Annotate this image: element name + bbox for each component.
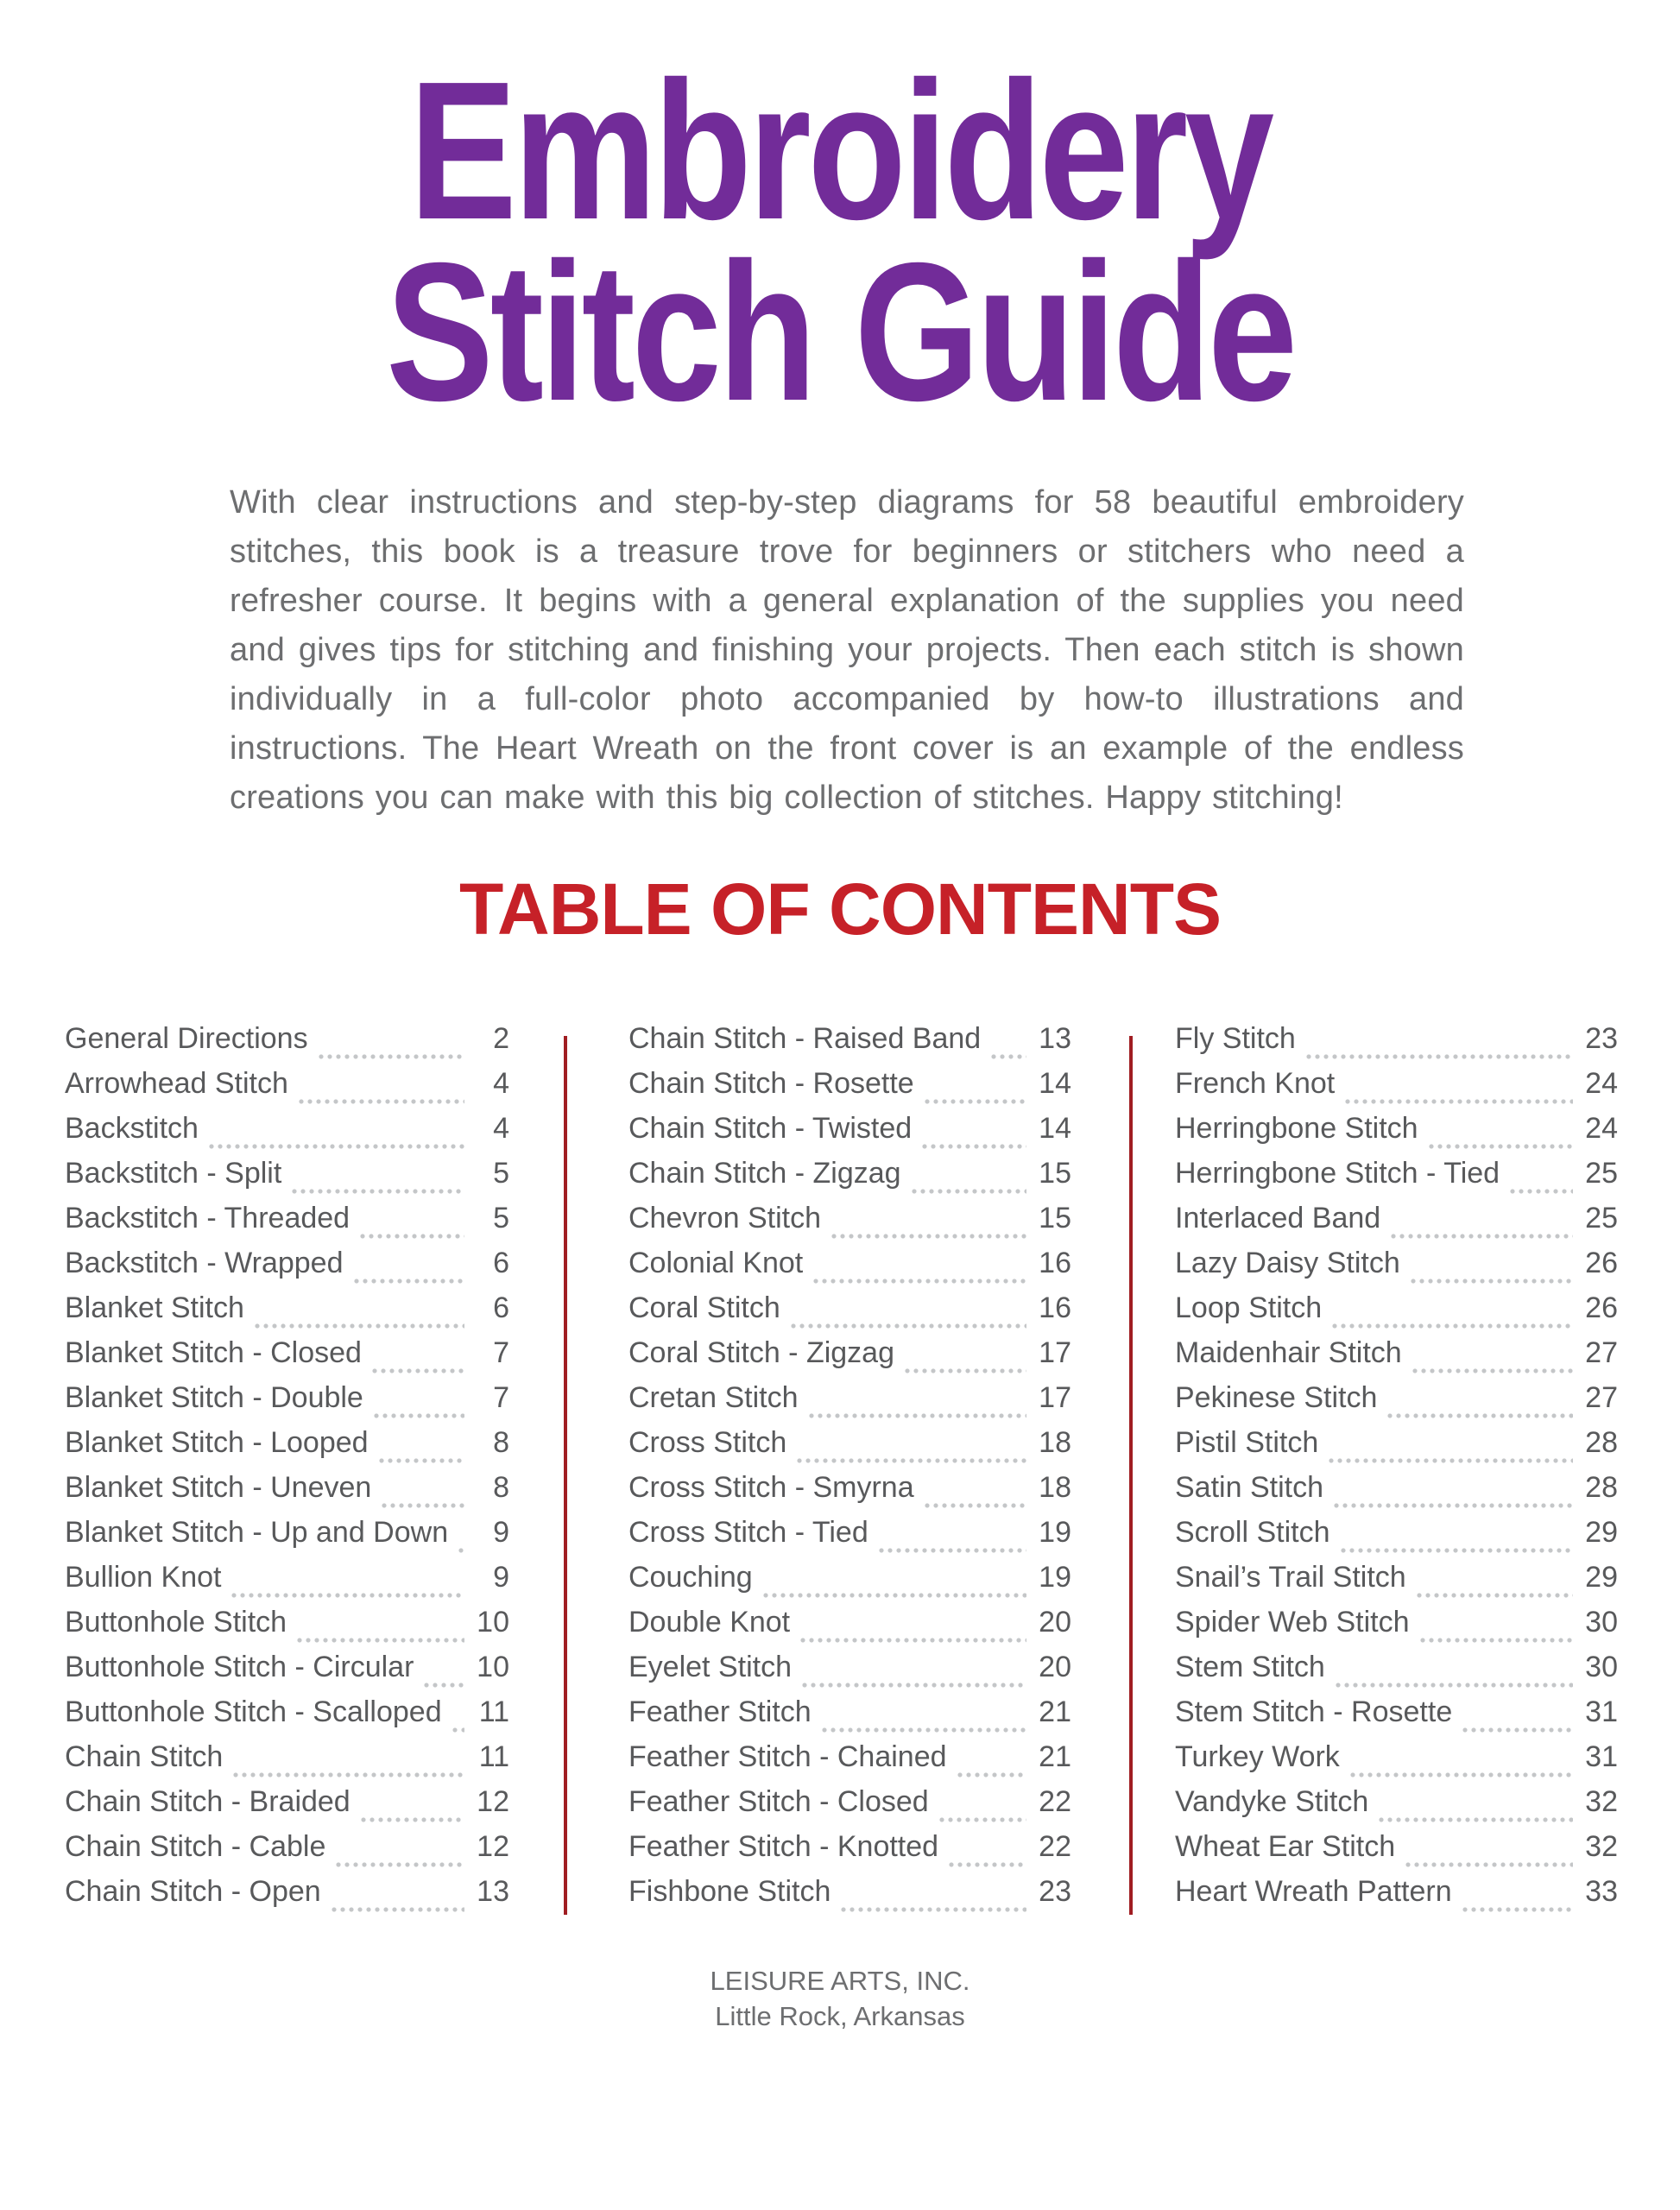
toc-entry-dots bbox=[1332, 1323, 1573, 1329]
toc-entry-page: 4 bbox=[493, 1112, 509, 1145]
toc-entry-dots bbox=[233, 1772, 464, 1777]
toc-entry-label: Coral Stitch - Zigzag bbox=[628, 1336, 894, 1369]
toc-entry-label: Satin Stitch bbox=[1175, 1471, 1323, 1504]
toc-entry bbox=[65, 1740, 509, 1785]
toc-entry-dots bbox=[1336, 1683, 1573, 1688]
toc-entry-dots bbox=[800, 1638, 1026, 1643]
toc-entry-dots bbox=[374, 1413, 464, 1418]
book-title bbox=[151, 41, 1529, 442]
toc-entry-dots bbox=[991, 1054, 1026, 1059]
toc-entry bbox=[65, 1067, 509, 1112]
toc-entry-dots bbox=[957, 1772, 1026, 1777]
toc-entry-label: Feather Stitch - Chained bbox=[628, 1740, 947, 1773]
toc-entry bbox=[65, 1516, 509, 1561]
toc-entry-page: 18 bbox=[1039, 1426, 1071, 1459]
toc-entry bbox=[65, 1381, 509, 1426]
toc-entry-dots bbox=[372, 1368, 464, 1373]
toc-entry-dots bbox=[292, 1189, 464, 1194]
toc-entry-dots bbox=[361, 1817, 464, 1822]
toc-entry-page: 8 bbox=[493, 1471, 509, 1504]
toc-entry bbox=[1175, 1830, 1618, 1875]
toc-entry-dots bbox=[791, 1323, 1026, 1329]
toc-entry-dots bbox=[1412, 1368, 1573, 1373]
toc-heading: TABLE OF CONTENTS bbox=[458, 868, 1222, 950]
toc-entry-page: 7 bbox=[493, 1381, 509, 1414]
toc-entry-page: 32 bbox=[1585, 1785, 1618, 1818]
toc-entry-page: 21 bbox=[1039, 1695, 1071, 1728]
toc-entry-page: 14 bbox=[1039, 1112, 1071, 1145]
toc-entry-label: Scroll Stitch bbox=[1175, 1516, 1330, 1549]
toc-entry-page: 18 bbox=[1039, 1471, 1071, 1504]
toc-entry-page: 21 bbox=[1039, 1740, 1071, 1773]
toc-entry-page: 24 bbox=[1585, 1067, 1618, 1100]
toc-column-divider bbox=[1129, 1036, 1133, 1915]
toc-entry bbox=[1175, 1157, 1618, 1202]
toc-entry-dots bbox=[319, 1054, 464, 1059]
toc-entry-label: Blanket Stitch - Closed bbox=[65, 1336, 362, 1369]
toc-entry-label: Heart Wreath Pattern bbox=[1175, 1875, 1452, 1908]
toc-entry-label: Chain Stitch - Cable bbox=[65, 1830, 326, 1863]
toc-entry-page: 9 bbox=[493, 1561, 509, 1594]
toc-entry-label: Cretan Stitch bbox=[628, 1381, 799, 1414]
toc-entry-label: Eyelet Stitch bbox=[628, 1651, 792, 1683]
book-title-line1: Embroidery bbox=[409, 41, 1271, 261]
toc-entry-label: Snail’s Trail Stitch bbox=[1175, 1561, 1406, 1594]
toc-entry-page: 5 bbox=[493, 1202, 509, 1234]
toc-entry-dots bbox=[949, 1862, 1026, 1867]
toc-entry bbox=[65, 1695, 509, 1740]
toc-entry-dots bbox=[925, 1099, 1026, 1104]
toc-entry bbox=[628, 1112, 1071, 1157]
toc-entry-label: General Directions bbox=[65, 1022, 308, 1055]
toc-entry bbox=[65, 1606, 509, 1651]
toc-entry-label: Vandyke Stitch bbox=[1175, 1785, 1369, 1818]
toc-entry-label: Fly Stitch bbox=[1175, 1022, 1296, 1055]
toc-entry-page: 27 bbox=[1585, 1336, 1618, 1369]
toc-entry bbox=[65, 1785, 509, 1830]
toc-entry-page: 31 bbox=[1585, 1695, 1618, 1728]
toc-entry-label: French Knot bbox=[1175, 1067, 1336, 1100]
toc-entry bbox=[65, 1247, 509, 1291]
toc-entry-label: Herringbone Stitch - Tied bbox=[1175, 1157, 1500, 1190]
toc-entry-page: 20 bbox=[1039, 1606, 1071, 1639]
toc-entry-page: 33 bbox=[1585, 1875, 1618, 1908]
toc-entry-label: Stem Stitch bbox=[1175, 1651, 1325, 1683]
toc-entry-label: Chevron Stitch bbox=[628, 1202, 821, 1234]
publisher-name: LEISURE ARTS, INC. bbox=[710, 1966, 970, 1996]
toc-entry-label: Backstitch - Wrapped bbox=[65, 1247, 344, 1279]
toc-entry-page: 4 bbox=[493, 1067, 509, 1100]
toc-entry-dots bbox=[1329, 1458, 1573, 1463]
toc-entry-label: Loop Stitch bbox=[1175, 1291, 1323, 1324]
toc-entry-page: 10 bbox=[477, 1651, 509, 1683]
toc-entry-page: 19 bbox=[1039, 1516, 1071, 1549]
toc-entry bbox=[1175, 1785, 1618, 1830]
toc-entry bbox=[628, 1785, 1071, 1830]
publisher-footer bbox=[0, 1963, 1680, 2034]
toc-entry bbox=[1175, 1381, 1618, 1426]
toc-entry-dots bbox=[1391, 1234, 1573, 1239]
toc-entry-dots bbox=[458, 1548, 464, 1553]
toc-entry-label: Chain Stitch - Twisted bbox=[628, 1112, 913, 1145]
toc-entry-dots bbox=[424, 1683, 464, 1688]
toc-entry-page: 13 bbox=[1039, 1022, 1071, 1055]
toc-entry bbox=[1175, 1651, 1618, 1695]
toc-entry bbox=[1175, 1336, 1618, 1381]
toc-entry-dots bbox=[360, 1234, 464, 1239]
toc-entry bbox=[628, 1695, 1071, 1740]
toc-entry-label: Colonial Knot bbox=[628, 1247, 804, 1279]
toc-entry bbox=[65, 1112, 509, 1157]
toc-entry-page: 25 bbox=[1585, 1157, 1618, 1190]
toc-entry bbox=[628, 1606, 1071, 1651]
toc-entry-label: Maidenhair Stitch bbox=[1175, 1336, 1402, 1369]
toc-entry-label: Feather Stitch bbox=[628, 1695, 812, 1728]
toc-entry-page: 27 bbox=[1585, 1381, 1618, 1414]
toc-entry-page: 30 bbox=[1585, 1606, 1618, 1639]
toc-entry bbox=[65, 1426, 509, 1471]
toc-entry-dots bbox=[1462, 1907, 1573, 1912]
toc-entry-dots bbox=[336, 1862, 464, 1867]
toc-entry-dots bbox=[831, 1234, 1026, 1239]
toc-entry-page: 2 bbox=[493, 1022, 509, 1055]
toc-entry-page: 9 bbox=[493, 1516, 509, 1549]
toc-entry bbox=[1175, 1875, 1618, 1920]
toc-entry-page: 15 bbox=[1039, 1202, 1071, 1234]
toc-entry-page: 29 bbox=[1585, 1516, 1618, 1549]
toc-entry bbox=[65, 1875, 509, 1920]
toc-entry-page: 23 bbox=[1039, 1875, 1071, 1908]
toc-entry-dots bbox=[802, 1683, 1026, 1688]
toc-entry-label: Cross Stitch - Smyrna bbox=[628, 1471, 914, 1504]
toc-entry-label: Chain Stitch - Zigzag bbox=[628, 1157, 901, 1190]
toc-entry bbox=[1175, 1022, 1618, 1067]
toc-entry-dots bbox=[1510, 1189, 1573, 1194]
toc-entry-dots bbox=[382, 1503, 464, 1508]
toc-entry-page: 25 bbox=[1585, 1202, 1618, 1234]
toc-entry-page: 26 bbox=[1585, 1291, 1618, 1324]
toc-entry-dots bbox=[922, 1144, 1026, 1149]
toc-entry-page: 6 bbox=[493, 1247, 509, 1279]
toc-entry-label: Blanket Stitch - Uneven bbox=[65, 1471, 372, 1504]
toc-entry-page: 23 bbox=[1585, 1022, 1618, 1055]
toc-entry-page: 7 bbox=[493, 1336, 509, 1369]
toc-entry bbox=[1175, 1426, 1618, 1471]
toc-entry-label: Backstitch - Split bbox=[65, 1157, 282, 1190]
toc-entry bbox=[1175, 1247, 1618, 1291]
toc-entry bbox=[65, 1471, 509, 1516]
toc-entry-page: 11 bbox=[478, 1740, 509, 1773]
toc-entry-label: Cross Stitch - Tied bbox=[628, 1516, 868, 1549]
toc-entry-page: 31 bbox=[1585, 1740, 1618, 1773]
intro-paragraph: With clear instructions and step-by-step diagrams for 58 beautiful embroidery stitches, this book is a treasure trove for beginners or stitchers who need a refresher course. It begins with a general explanation of the supplies you need and gives tips for stitching and finishing your projects. Then each stitch is shown individually in a full-color photo accompanied by how-to illustrations and instructions. The Heart Wreath on the front cover is an example of the endless creations you can make with this big collection of stitches. Happy stitching! bbox=[230, 484, 1464, 816]
toc-entry-page: 28 bbox=[1585, 1426, 1618, 1459]
toc-entry-page: 28 bbox=[1585, 1471, 1618, 1504]
toc-entry-dots bbox=[1411, 1279, 1573, 1284]
toc-entry-dots bbox=[332, 1907, 464, 1912]
toc-entry-label: Bullion Knot bbox=[65, 1561, 222, 1594]
toc-entry-label: Blanket Stitch - Looped bbox=[65, 1426, 369, 1459]
toc-entry bbox=[1175, 1695, 1618, 1740]
toc-entry-label: Chain Stitch - Braided bbox=[65, 1785, 351, 1818]
toc-entry-label: Blanket Stitch - Up and Down bbox=[65, 1516, 449, 1549]
toc-column-2 bbox=[628, 1022, 1071, 1920]
toc-entry bbox=[65, 1291, 509, 1336]
toc-entry-label: Backstitch - Threaded bbox=[65, 1202, 351, 1234]
toc-entry-dots bbox=[255, 1323, 464, 1329]
toc-entry-label: Double Knot bbox=[628, 1606, 791, 1639]
toc-entry-page: 5 bbox=[493, 1157, 509, 1190]
toc-entry bbox=[628, 1291, 1071, 1336]
toc-entry-label: Spider Web Stitch bbox=[1175, 1606, 1410, 1639]
toc-entry-dots bbox=[354, 1279, 464, 1284]
toc-entry bbox=[65, 1202, 509, 1247]
toc-entry bbox=[628, 1022, 1071, 1067]
toc-entry bbox=[65, 1157, 509, 1202]
toc-entry-label: Couching bbox=[628, 1561, 753, 1594]
toc-entry-label: Buttonhole Stitch - Circular bbox=[65, 1651, 414, 1683]
toc-entry-label: Backstitch bbox=[65, 1112, 199, 1145]
toc-entry-label: Coral Stitch bbox=[628, 1291, 780, 1324]
toc-entry-label: Fishbone Stitch bbox=[628, 1875, 831, 1908]
toc-entry-dots bbox=[912, 1189, 1026, 1194]
toc-entry-label: Interlaced Band bbox=[1175, 1202, 1381, 1234]
toc-entry-label: Chain Stitch - Open bbox=[65, 1875, 321, 1908]
toc-entry-label: Chain Stitch bbox=[65, 1740, 224, 1773]
toc-entry-dots bbox=[1350, 1772, 1573, 1777]
toc-entry-page: 14 bbox=[1039, 1067, 1071, 1100]
toc-entry bbox=[628, 1651, 1071, 1695]
toc-entry-dots bbox=[1379, 1817, 1573, 1822]
toc-entry-label: Arrowhead Stitch bbox=[65, 1067, 288, 1100]
toc-entry-dots bbox=[879, 1548, 1026, 1553]
toc-entry bbox=[628, 1202, 1071, 1247]
toc-entry-dots bbox=[1417, 1593, 1573, 1598]
toc-entry-dots bbox=[209, 1144, 464, 1149]
toc-entry bbox=[1175, 1471, 1618, 1516]
toc-entry bbox=[65, 1561, 509, 1606]
toc-entry-dots bbox=[763, 1593, 1026, 1598]
toc-entry-dots bbox=[1429, 1144, 1573, 1149]
toc-entry-page: 8 bbox=[493, 1426, 509, 1459]
toc-entry-page: 16 bbox=[1039, 1291, 1071, 1324]
toc-entry-dots bbox=[813, 1279, 1026, 1284]
toc-entry-dots bbox=[1462, 1727, 1573, 1733]
toc-entry bbox=[1175, 1740, 1618, 1785]
toc-entry-label: Buttonhole Stitch bbox=[65, 1606, 287, 1639]
toc-entry-dots bbox=[1341, 1548, 1574, 1553]
toc-entry bbox=[628, 1740, 1071, 1785]
toc-entry-page: 17 bbox=[1039, 1381, 1071, 1414]
toc-entry bbox=[1175, 1202, 1618, 1247]
toc-entry bbox=[1175, 1112, 1618, 1157]
toc-entry bbox=[628, 1426, 1071, 1471]
toc-entry-dots bbox=[905, 1368, 1026, 1373]
toc-entry-dots bbox=[1306, 1054, 1573, 1059]
toc-entry-label: Chain Stitch - Raised Band bbox=[628, 1022, 982, 1055]
toc-entry-page: 22 bbox=[1039, 1785, 1071, 1818]
toc-entry bbox=[65, 1022, 509, 1067]
toc-entry bbox=[65, 1336, 509, 1381]
toc-entry-label: Turkey Work bbox=[1175, 1740, 1340, 1773]
toc-entry-page: 15 bbox=[1039, 1157, 1071, 1190]
toc-entry bbox=[628, 1247, 1071, 1291]
toc-entry-dots bbox=[452, 1727, 464, 1733]
toc-entry-dots bbox=[299, 1099, 464, 1104]
toc-entry-label: Blanket Stitch bbox=[65, 1291, 244, 1324]
toc-entry bbox=[628, 1067, 1071, 1112]
toc-entry-page: 16 bbox=[1039, 1247, 1071, 1279]
toc-entry-page: 24 bbox=[1585, 1112, 1618, 1145]
toc-entry-label: Buttonhole Stitch - Scalloped bbox=[65, 1695, 442, 1728]
toc-entry-page: 12 bbox=[477, 1830, 509, 1863]
toc-column-3 bbox=[1175, 1022, 1618, 1920]
toc-entry-label: Stem Stitch - Rosette bbox=[1175, 1695, 1453, 1728]
toc-entry-dots bbox=[1387, 1413, 1573, 1418]
toc-entry-dots bbox=[841, 1907, 1026, 1912]
toc-entry bbox=[65, 1830, 509, 1875]
toc-entry-label: Wheat Ear Stitch bbox=[1175, 1830, 1396, 1863]
toc-entry-dots bbox=[1405, 1862, 1573, 1867]
toc-entry bbox=[1175, 1516, 1618, 1561]
toc-entry-label: Feather Stitch - Knotted bbox=[628, 1830, 939, 1863]
toc-entry bbox=[628, 1830, 1071, 1875]
toc-entry bbox=[1175, 1561, 1618, 1606]
toc-entry bbox=[628, 1471, 1071, 1516]
toc-entry-label: Blanket Stitch - Double bbox=[65, 1381, 363, 1414]
toc-entry-dots bbox=[231, 1593, 464, 1598]
toc-column-divider bbox=[564, 1036, 567, 1915]
toc-entry-page: 20 bbox=[1039, 1651, 1071, 1683]
toc-column-1 bbox=[65, 1022, 509, 1920]
toc-entry bbox=[1175, 1067, 1618, 1112]
toc-entry bbox=[1175, 1291, 1618, 1336]
toc-entry-page: 22 bbox=[1039, 1830, 1071, 1863]
toc-entry-label: Cross Stitch bbox=[628, 1426, 787, 1459]
toc-entry bbox=[628, 1561, 1071, 1606]
publisher-location: Little Rock, Arkansas bbox=[715, 2001, 965, 2031]
toc-entry-dots bbox=[1420, 1638, 1573, 1643]
toc-entry-dots bbox=[809, 1413, 1026, 1418]
toc-entry bbox=[1175, 1606, 1618, 1651]
toc-entry-page: 12 bbox=[477, 1785, 509, 1818]
toc-entry-dots bbox=[925, 1503, 1026, 1508]
toc-entry-dots bbox=[1334, 1503, 1573, 1508]
toc-entry bbox=[65, 1651, 509, 1695]
toc-columns bbox=[0, 1022, 1680, 1920]
toc-entry bbox=[628, 1381, 1071, 1426]
toc-entry-label: Herringbone Stitch bbox=[1175, 1112, 1418, 1145]
toc-entry-page: 11 bbox=[478, 1695, 509, 1728]
toc-entry-page: 19 bbox=[1039, 1561, 1071, 1594]
toc-entry-page: 26 bbox=[1585, 1247, 1618, 1279]
toc-entry-page: 30 bbox=[1585, 1651, 1618, 1683]
toc-entry-dots bbox=[797, 1458, 1026, 1463]
toc-entry-page: 17 bbox=[1039, 1336, 1071, 1369]
toc-entry-label: Feather Stitch - Closed bbox=[628, 1785, 929, 1818]
toc-entry-label: Chain Stitch - Rosette bbox=[628, 1067, 914, 1100]
toc-entry-page: 29 bbox=[1585, 1561, 1618, 1594]
toc-entry-page: 13 bbox=[477, 1875, 509, 1908]
toc-entry-label: Pistil Stitch bbox=[1175, 1426, 1319, 1459]
toc-entry-label: Lazy Daisy Stitch bbox=[1175, 1247, 1400, 1279]
toc-entry-page: 32 bbox=[1585, 1830, 1618, 1863]
book-title-line2: Stitch Guide bbox=[386, 223, 1294, 442]
toc-entry bbox=[628, 1516, 1071, 1561]
toc-entry-dots bbox=[822, 1727, 1026, 1733]
toc-entry-page: 10 bbox=[477, 1606, 509, 1639]
toc-entry-page: 6 bbox=[493, 1291, 509, 1324]
toc-entry-dots bbox=[379, 1458, 464, 1463]
toc-entry-dots bbox=[297, 1638, 464, 1643]
toc-entry bbox=[628, 1336, 1071, 1381]
toc-entry-label: Pekinese Stitch bbox=[1175, 1381, 1378, 1414]
toc-entry-dots bbox=[939, 1817, 1026, 1822]
toc-entry bbox=[628, 1875, 1071, 1920]
toc-entry bbox=[628, 1157, 1071, 1202]
toc-entry-dots bbox=[1345, 1099, 1573, 1104]
